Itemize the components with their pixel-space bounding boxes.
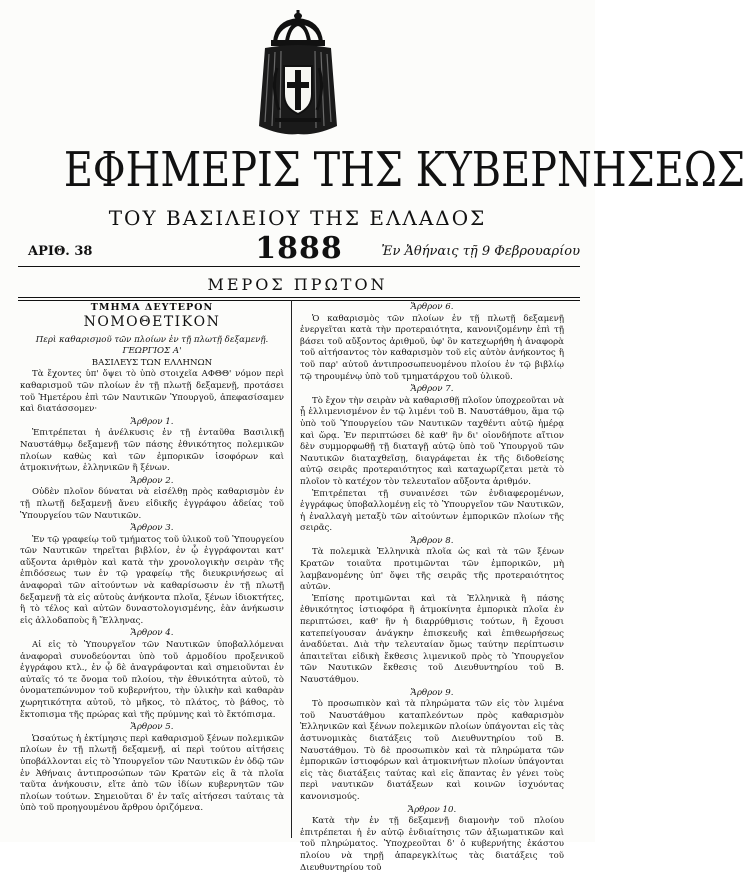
article-text: Οὐδὲν πλοῖον δύναται νὰ εἰσέλθῃ πρὸς καθαρισμὸν ἐν τῇ πλωτῇ δεξαμενῇ ἄνευ εἰδικῆς ἐγγράφου ἀδείας τοῦ Ὑπουργείου τῶν Ναυτικῶν. — [20, 487, 284, 521]
article-heading: Ἄρθρον 4. — [130, 628, 174, 639]
gazette-subtitle: ΤΟΥ ΒΑΣΙΛΕΙΟΥ ΤΗΣ ΕΛΛΑΔΟΣ — [108, 206, 487, 230]
article-text: Ὁ καθαρισμὸς τῶν πλοίων ἐν τῇ πλωτῇ δεξαμενῇ ἐνεργεῖται κατὰ τὴν προτεραιότητα, κανονιζομένην ἐπὶ τῇ βάσει τοῦ αὔξοντος ἀριθμοῦ, ὑφ' ὃν κατεχωρήθη ἡ ἀναφορὰ τοῦ αἰτήσαντος τὸν καθαρισμὸν τοῦ εἰς αὐτὸν ἀνήκοντος ἢ τοῦ παρ' αὐτοῦ ἀντιπροσωπευομένου πλοίου ἐν τῷ βιβλίῳ τῷ τηρουμένῳ ὑπὸ τοῦ τμηματάρχου τοῦ ὑλικοῦ. — [300, 313, 564, 382]
article-text: Τὸ ἔχον τὴν σειρὰν νὰ καθαρισθῇ πλοῖον ὑποχρεοῦται νὰ ᾖ ἑλλιμενισμένον ἐν τῷ λιμένι τοῦ Β. Ναυστάθμου, ἅμα τῷ ὑπὸ τοῦ Ὑπουργείου τῶν Ναυτικῶν ταχθέντι αὐτῷ ἡμέρᾳ καὶ ὥρᾳ. Ἐν περιπτώσει δὲ καθ' ἣν δι' οἱονδήποτε αἴτιον δὲν συμμορφωθῇ τῇ διαταγῇ αὐτῷ ὑπὸ τοῦ Ὑπουργοῦ τῶν Ναυτικῶν διαταχθεῖσῃ, διαγράφεται ἐκ τῆς διδοθείσης αὐτῷ σειρᾶς προτεραιότητος καὶ καταχωρίζεται μετὰ τὸ πλοῖον τὸ κατέχον τὸν τελευταῖον αὔξοντα ἀριθμόν. — [300, 395, 564, 487]
decree-topic: Περὶ καθαρισμοῦ τῶν πλοίων ἐν τῇ πλωτῇ δεξαμενῇ. — [35, 334, 269, 345]
article-heading: Ἄρθρον 8. — [410, 535, 454, 546]
coat-of-arms-emblem — [255, 8, 341, 136]
right-column — [300, 302, 564, 874]
article-text: Τὸ προσωπικὸν καὶ τὰ πληρώματα τῶν εἰς τὸν λιμένα τοῦ Ναυστάθμου καταπλεόντων πρὸς καθαρισμὸν Ἑλληνικῶν καὶ ξένων πολεμικῶν πλοίων ὑπάγονται εἰς τὰς ἀστυνομικὰς διατάξεις τοῦ Διευθυντηρίου τοῦ Β. Ναυστάθμου. Τὸ δὲ προσωπικὸν καὶ τὰ πληρώματα τῶν ἐμπορικῶν ἱστιοφόρων καὶ ἀτμοκινήτων πλοίων ὑπάγονται εἰς τὰς διατάξεις ταύτας καὶ εἰς ἅπαντας ἐν γένει τοὺς περὶ ναυτικῶν διατάξεων καὶ κοινῶν ἰσχυόντας κανονισμούς. — [300, 699, 564, 802]
article-text: Ἐν τῷ γραφείῳ τοῦ τμήματος τοῦ ὑλικοῦ τοῦ Ὑπουργείου τῶν Ναυτικῶν τηρεῖται βιβλίον, ἐν ᾧ ἐγγράφονται κατ' αὔξοντα ἀριθμὸν καὶ κατὰ τὴν χρονολογικὴν σειρὰν τῆς ἐπιδόσεως των ἐν τῷ γραφείῳ τῆς διευκρινήσεως αἱ ἀναφοραὶ τῶν αἰτούντων νὰ καθαρίσωσιν ἐν τῇ πλωτῇ δεξαμενῇ τὰ εἰς αὐτοὺς ἀνήκοντα πλοῖα, ξένων ἰδιοκτήτες, ἢ τὸ τέλος καὶ αὐτῶν δυναστολογισμένης, ἐὰν ἀνήκωσιν εἰς ἀλλοδαποὺς ἢ Ἕλληνας. — [20, 534, 284, 626]
article-text: Ἐπιτρέπεται τῇ συναινέσει τῶν ἐνδιαφερομένων, ἐγγράφως ὑποβαλλομένῃ εἰς τὸ Ὑπουργεῖον τῶν Ναυτικῶν, ἡ ἐναλλαγὴ μεταξὺ τῶν αἰτούντων ἐμπορικῶν πλοίων τῆς σειρᾶς. — [300, 488, 564, 534]
article-text: Ἐπίσης προτιμῶνται καὶ τὰ Ἑλληνικὰ ἢ πάσης ἐθνικότητος ἱστιοφόρα ἢ ἀτμοκίνητα ἐμπορικὰ πλοῖα ἐν περιπτώσει, καθ' ἣν ἡ διαρρύθμισις τούτων, ἢ ἔχουσι κατεπείγουσαν ἀνάγκην ἐπισκευῆς καὶ ἐπιθεωρήσεως ἀναδύεται. Διὰ τὴν τελευταίαν ὅμως ταύτην περίπτωσιν ἀπαιτεῖται εἰδικὴ ἔκθεσις λιμενικοῦ πρὸς τὸ Ὑπουργεῖον τῶν Ναυτικῶν ἔκθεσις τοῦ Διευθυντηρίου τοῦ Β. Ναυστάθμου. — [300, 593, 564, 685]
article-heading: Ἄρθρον 5. — [130, 722, 174, 733]
issue-year: 1888 — [255, 231, 343, 266]
article-text: Ὡσαύτως ἡ ἐκτίμησις περὶ καθαρισμοῦ ξένων πολεμικῶν πλοίων ἐν τῇ πλωτῇ δεξαμενῇ, αἱ περὶ τούτου αἰτήσεις ὑποβάλλονται εἰς τὸ Ὑπουργεῖον τῶν Ναυτικῶν ἐν ὁδῷ τῶν ἐν Ἀθήναις ἀντιπροσώπων τῶν Κρατῶν εἰς ἃ τὰ πλοῖα ταῦτα ἀνήκουσιν, εἴτε ἀπὸ τῶν ἰδίων κυβερνητῶν τῶν πλοίων τούτων. Σημειοῦται δ' ἐν ταῖς αἰτήσεσι ταύταις τὰ ὑπὸ τοῦ προηγουμένου ἄρθρου ὁριζόμενα. — [20, 733, 284, 814]
article-heading: Ἄρθρον 3. — [130, 523, 174, 534]
article-heading: Ἄρθρον 2. — [130, 475, 174, 486]
rule-bottom-thin — [18, 300, 580, 301]
left-column — [20, 302, 284, 815]
rule-top — [18, 266, 580, 267]
article-heading: Ἄρθρον 1. — [130, 416, 174, 427]
section-title: ΤΜΗΜΑ ΔΕΥΤΕΡΟΝ — [90, 302, 214, 313]
king-title: ΒΑΣΙΛΕΥΣ ΤΩΝ ΕΛΛΗΝΩΝ — [91, 357, 213, 368]
gazette-title: ΕΦΗΜΕΡΙΣ ΤΗΣ ΚΥΒΕΡΝΗΣΕΩΣ — [63, 142, 745, 198]
article-heading: Ἄρθρον 6. — [410, 302, 454, 312]
part-heading: ΜΕΡΟΣ ΠΡΩΤΟΝ — [207, 275, 388, 294]
section-heading: ΝΟΜΟΘΕΤΙΚΟΝ — [83, 313, 221, 330]
article-heading: Ἄρθρον 7. — [410, 384, 454, 395]
article-text: Ἐπιτρέπεται ἡ ἀνέλκυσις ἐν τῇ ἐνταῦθα Βασιλικῇ Ναυστάθμῳ δεξαμενῇ τῶν πάσης ἐθνικότητος πολεμικῶν πλοίων καθὼς καὶ τῶν ἐμπορικῶν ἰσοφόρων καὶ ἀτμοκινήτων, ἑλληνικῶν ἢ ξένων. — [20, 428, 284, 474]
article-text: Τὰ πολεμικὰ Ἑλληνικὰ πλοῖα ὡς καὶ τὰ τῶν ξένων Κρατῶν τοιαῦτα προτιμῶνται τῶν ἐμπορικῶν, μὴ λαμβανομένης ὑπ' ὄψει τῆς σειρᾶς τῆς προτεραιότητος αὐτῶν. — [300, 547, 564, 593]
column-divider — [291, 300, 292, 838]
issue-date: Ἐν Ἀθήναις τῇ 9 Φεβρουαρίου — [381, 244, 580, 259]
article-heading: Ἄρθρον 10. — [407, 804, 457, 815]
king-name: ΓΕΩΡΓΙΟΣ Α' — [122, 346, 182, 357]
article-text: Αἱ εἰς τὸ Ὑπουργεῖον τῶν Ναυτικῶν ὑποβαλλόμεναι ἀναφοραὶ συνοδεύονται ὑπὸ τοῦ ἁρμοδίου προξενικοῦ ἐγγράφου κτλ., ἐν ᾧ δὲ ἀναγράφονται καὶ σημειοῦνται ἐν αὐταῖς τό τε ὄνομα τοῦ πλοίου, τὴν ἐθνικότητα αὐτοῦ, τὸ ὀνοματεπώνυμον τοῦ κυβερνήτου, τὴν ὑλικὴν καὶ καθαρὰν χωρητικότητα αὐτοῦ, τὸ μῆκος, τὸ πλάτος, τὸ βάθος, τὸ ἔκτοπισμα τῆς πρώρας καὶ τῆς πρύμνης καὶ τὸ ἔκτόπισμα. — [20, 640, 284, 720]
preamble: Τὰ ἔχοντες ὑπ' ὄψει τὸ ὑπὸ στοιχεῖα ΑΦΘΘ' νόμον περὶ καθαρισμοῦ τῶν πλοίων ἐν τῇ πλωτῇ δεξαμενῇ, προτάσει τοῦ Ἡμετέρου ἐπὶ τῶν Ναυτικῶν Ὑπουργοῦ, ἀπεφασίσαμεν καὶ διατάσσομεν· — [20, 369, 284, 415]
article-heading: Ἄρθρον 9. — [410, 687, 454, 698]
issue-bar — [18, 231, 580, 266]
issue-number: ΑΡΙΘ. 38 — [28, 244, 93, 259]
rule-bottom — [18, 297, 580, 298]
article-text: Κατὰ τὴν ἐν τῇ δεξαμενῇ διαμονὴν τοῦ πλοίου ἐπιτρέπεται ἡ ἐν αὐτῷ ἐνδιαίτησις τῶν ἀξιωματικῶν καὶ τοῦ πληρώματος. Ὑποχρεοῦται δ' ὁ κυβερνήτης ἑκάστου πλοίου νὰ τηρῇ ἀπαρεγκλίτως τὰς διατάξεις τοῦ Διευθυντηρίου τοῦ — [300, 816, 564, 873]
